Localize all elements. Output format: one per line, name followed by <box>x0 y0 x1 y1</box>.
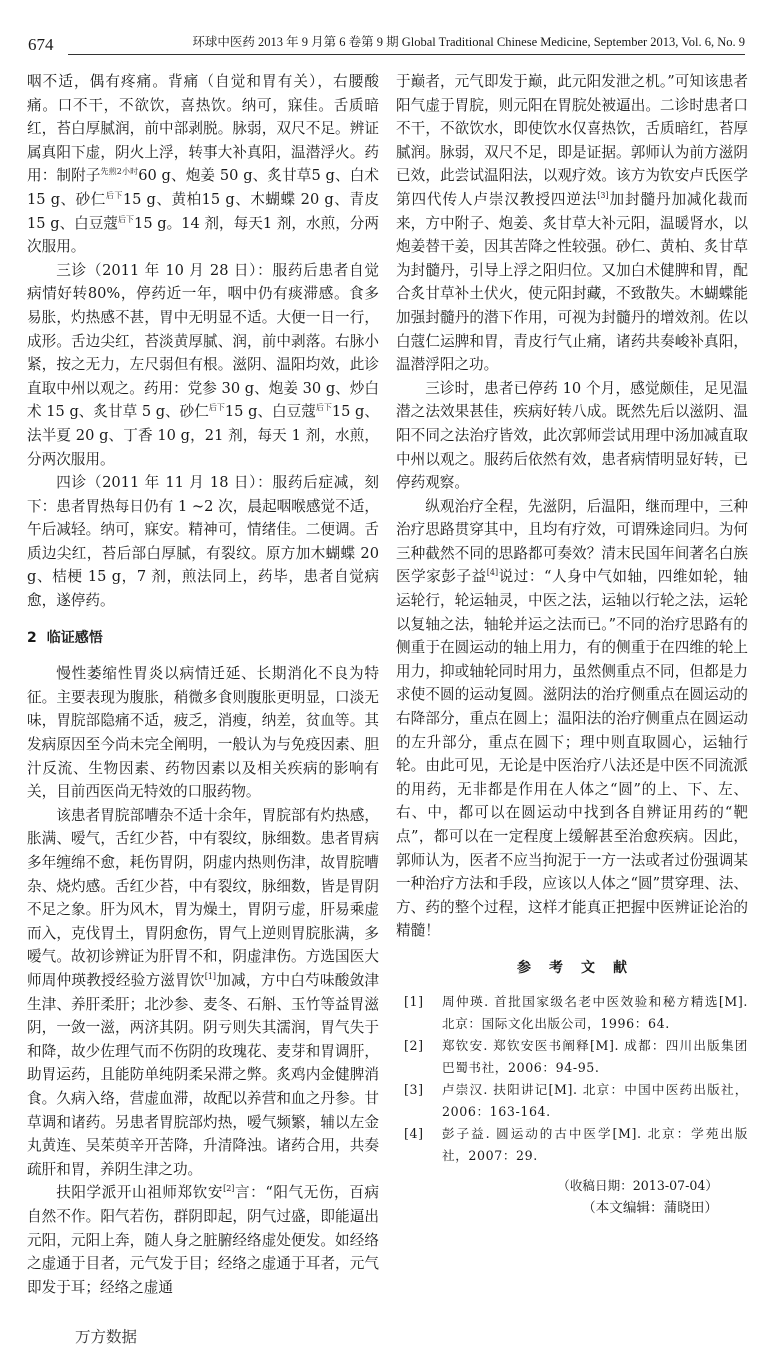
reference-text: 周仲瑛. 首批国家级名老中医效验和秘方精选[M]. 北京：国际文化出版公司，1996：64. <box>442 993 748 1031</box>
paragraph-text: 加减，方中白芍味酸敛津生津、养肝柔肝；北沙参、麦冬、石斛、玉竹等益胃滋阴，一敛一滋，两济其阴。阴亏则失其濡润，胃气失于和降，故少佐理气而不伤阴的玫瑰花、麦芽和胃调肝，助胃运药，且能防单纯阴柔呆滞之弊。炙鸡内金健脾消食。久病入络，营虚血滞，故配以养营和血之丹参。甘草调和诸药。另患者胃脘部灼热，嗳气频繁，辅以左金丸黄连、吴茱萸辛开苦降，升清降浊。诸药合用，共奏疏肝和胃，养阴生津之功。 <box>27 971 379 1178</box>
citation-marker[interactable]: [3] <box>597 190 609 200</box>
paragraph-text: 60 g、炮姜 50 g、炙甘草5 g、白术15 g、砂仁 <box>27 167 379 208</box>
paragraph <box>27 662 379 804</box>
reference-item <box>396 1035 748 1079</box>
discussion-paragraphs <box>27 662 379 1299</box>
annotation-superscript: 后下 <box>208 403 225 413</box>
reference-number: [4] <box>404 1125 424 1141</box>
reference-item <box>396 1123 748 1167</box>
reference-text: 彭子益. 圆运动的古中医学[M]. 北京：学苑出版社，2007：29. <box>442 1125 748 1163</box>
section-title: 临证感悟 <box>46 629 103 646</box>
paragraph-text: 三诊（2011 年 10 月 28 日）：服药后患者自觉病情好转80%，停药近一年，咽中仍有痰滞感。食多易胀，灼热感不甚，胃中无明显不适。大便一日一行，成形。舌边尖红，苔淡黄厚腻、润，前中剥落。右脉小紧，按之无力，左尺弱但有根。滋阴、温阳均效，此诊直取中州以观之。药用：党参 30 g、炮姜 30 g、炒白术 15 g、炙甘草 5 g、砂仁 <box>27 261 379 421</box>
paragraph-text: 该患者胃脘部嘈杂不适十余年，胃脘部有灼热感，胀满、嗳气，舌红少苔，中有裂纹，脉细数。患者胃病多年缠绵不愈，耗伤胃阴，阴虚内热则伤津，故胃脘嘈杂、烧灼感。舌红少苔，中有裂纹，脉细数，皆是胃阴不足之象。肝为风木，胃为燥土，胃阴亏虚，肝易乘虚而入，克伐胃土，胃阴愈伤，胃气上逆则胃脘胀满，多嗳气。故初诊辨证为肝胃不和，阴虚津伤。方选国医大师周仲瑛教授经验方滋胃饮 <box>27 806 379 989</box>
page-number: 674 <box>28 35 54 54</box>
annotation-superscript: 先煎2小时 <box>100 167 139 177</box>
paragraph <box>27 1181 379 1299</box>
paragraph <box>27 259 379 471</box>
annotation-superscript: 后下 <box>118 214 135 224</box>
annotation-superscript: 后下 <box>105 190 123 200</box>
annotation-superscript: 后下 <box>315 403 332 413</box>
citation-marker[interactable]: [2] <box>223 1184 235 1194</box>
paragraph <box>396 495 748 943</box>
right-column <box>396 70 748 1219</box>
reference-text: 郑钦安. 郑钦安医书阐释[M]. 成都：四川出版集团巴蜀书社，2006：94-95. <box>442 1037 748 1075</box>
paragraph <box>27 70 379 259</box>
paragraph-text: 加封髓丹加减化裁而来，方中附子、炮姜、炙甘草大补元阳，温暖肾水，以炮姜替干姜，因其苦降之性较强。砂仁、黄柏、炙甘草为封髓丹，引导上浮之阳归位。又加白术健脾和胃，配合炙甘草补土伏火，使元阳封藏，不致散失。木蝴蝶能加强封髓丹的潜下作用，可视为封髓丹的增效剂。佐以白蔻仁运脾和胃，青皮行气止痛，诸药共奏峻补真阳，温潜浮阳之功。 <box>396 190 748 374</box>
paragraph-text: 于巅者，元气即发于巅，此元阳发泄之机。”可知该患者阳气虚于胃脘，则元阳在胃脘处被逼出。二诊时患者口不干，不欲饮水，即使饮水仅喜热饮，舌质暗红，苔厚腻润。脉弱，双尺不足，即是证据。郭师认为前方滋阴已效，此尝试温阳法，以观疗效。该方为钦安卢氏医学第四代传人卢崇汉教授四逆法 <box>396 73 748 208</box>
reference-item <box>396 991 748 1035</box>
body-columns <box>27 70 748 1347</box>
paragraph-text: 三诊时，患者已停药 10 个月，感觉颇佳，足见温潜之法效果甚佳，疾病好转八成。既然先后以滋阴、温阳不同之法治疗皆效，此次郭师尝试用理中汤加减直取中州以观之。服药后依然有效，患者病情明显好转，已停药观察。 <box>396 379 748 492</box>
reference-number: [2] <box>404 1037 424 1053</box>
watermark: 万方数据 <box>75 1328 138 1347</box>
paragraph-text: 扶阳学派开山祖师郑钦安 <box>56 1184 224 1202</box>
paragraph-text: 15 g。14 剂，每天1 剂，水煎，分两次服用。 <box>27 214 380 256</box>
case-paragraphs <box>27 70 379 613</box>
paragraph-text: 15 g、白豆蔻 <box>224 403 316 421</box>
running-head: 环球中医药 2013 年 9 月第 6 卷第 9 期 Global Traditional Chinese Medicine, September 2013, Vol. 6, No. 9 <box>68 34 746 55</box>
section-heading <box>27 627 379 651</box>
page-header <box>28 34 745 55</box>
received-date: （收稿日期：2013-07-04） <box>557 1177 718 1193</box>
paragraph <box>27 804 379 1182</box>
paragraph-text: 四诊（2011 年 11 月 18 日）：服药后症减，刻下：患者胃热每日仍有 1 ~2 次，晨起咽喉感觉不适，午后减轻。纳可，寐安。精神可，情绪佳。二便调。舌质边尖红，苔后部白厚腻，有裂纹。原方加木蝴蝶 20 g、桔梗 15 g，7 剂，煎法同上，药毕，患者自觉病愈，遂停药。 <box>27 474 379 610</box>
paragraph-text: 说过：“人身中气如轴，四维如轮，轴运轮行，轮运轴灵，中医之法，运轴以行轮之法，运轮以复轴之法，轴轮并运之法而已。”不同的治疗思路有的侧重于在圆运动的轴上用力，有的侧重于在四维的轮上用力，抑或轴轮同时用力，虽然侧重点不同，但都是力求使不圆的运动复圆。滋阴法的治疗侧重点在圆运动的右降部分，重点在圆上；温阳法的治疗侧重点在圆运动的左升部分，重点在圆下；理中则直取圆心，运轴行轮。由此可见，无论是中医治疗八法还是中医不同流派的用药，无非都是作用在人体之“圆”的上、下、左、右、中，都可以在圆运动中找到各自辨证用药的“靶点”，都可以在一定程度上缓解甚至治愈疾病。因此，郭师认为，医者不应当拘泥于一方一法或者过份强调某一种治疗方法和手段，应该以人体之“圆”贯穿理、法、方、药的整个过程，这样才能真正把握中医辨证论治的精髓！ <box>396 568 748 940</box>
reference-number: [1] <box>404 993 424 1009</box>
reference-list <box>396 991 748 1167</box>
paragraph-text: 15 g、黄柏15 g、木蝴蝶 20 g、青皮15 g、白豆蔻 <box>27 190 380 232</box>
paragraph <box>396 70 748 377</box>
paragraph-text: 慢性萎缩性胃炎以病情迁延、长期消化不良为特征。主要表现为腹胀，稍微多食则腹胀更明显，口淡无味，胃脘部隐痛不适，疲乏，消瘦，纳差，贫血等。其发病原因至今尚未完全阐明，一般认为与免疫因素、胆汁反流、生物因素、药物因素以及相关疾病的影响有关，目前西医尚无特效的口服药物。 <box>27 665 379 801</box>
paragraph-text: 咽不适，偶有疼痛。背痛（自觉和胃有关），右腰酸痛。口不干，不欲饮，喜热饮。纳可，寐佳。舌质暗红，苔白厚腻润，前中部剥脱。脉弱，双尺不足。辨证属真阳下虚，阴火上浮，转事大补真阳，温潜浮火。药用：制附子 <box>27 73 379 185</box>
paragraph-text: 纵观治疗全程，先滋阴，后温阳，继而理中，三种治疗思路贯穿其中，且均有疗效，可谓殊途同归。为何三种截然不同的思路都可奏效？清末民国年间著名白族医学家彭子益 <box>396 497 748 586</box>
editor-note: （本文编辑：蒲晓田） <box>582 1199 718 1216</box>
section-number: 2 <box>27 629 37 646</box>
paragraph-text: 15 g、法半夏 20 g、丁香 10 g，21 剂，每天 1 剂，水煎，分两次服用。 <box>27 403 379 468</box>
paragraph <box>27 471 379 613</box>
reference-text: 卢崇汉. 扶阳讲记[M]. 北京：中国中医药出版社，2006：163-164. <box>442 1081 748 1119</box>
citation-marker[interactable]: [4] <box>486 568 499 578</box>
paragraph-text: 言：“阳气无伤，百病自然不作。阳气若伤，群阴即起，阴气过盛，即能逼出元阳，元阳上奔，随人身之脏腑经络虚处便发。如经络之虚通于目者，元气发于目；经络之虚通于耳者，元气即发于耳；经络之虚通 <box>27 1184 379 1296</box>
left-column <box>27 70 379 1347</box>
reference-number: [3] <box>404 1081 424 1097</box>
discussion-paragraphs-continued <box>396 70 748 943</box>
citation-marker[interactable]: [1] <box>204 971 217 981</box>
paragraph <box>396 377 748 495</box>
references-title: 参考文献 <box>517 959 645 976</box>
reference-item <box>396 1079 748 1123</box>
